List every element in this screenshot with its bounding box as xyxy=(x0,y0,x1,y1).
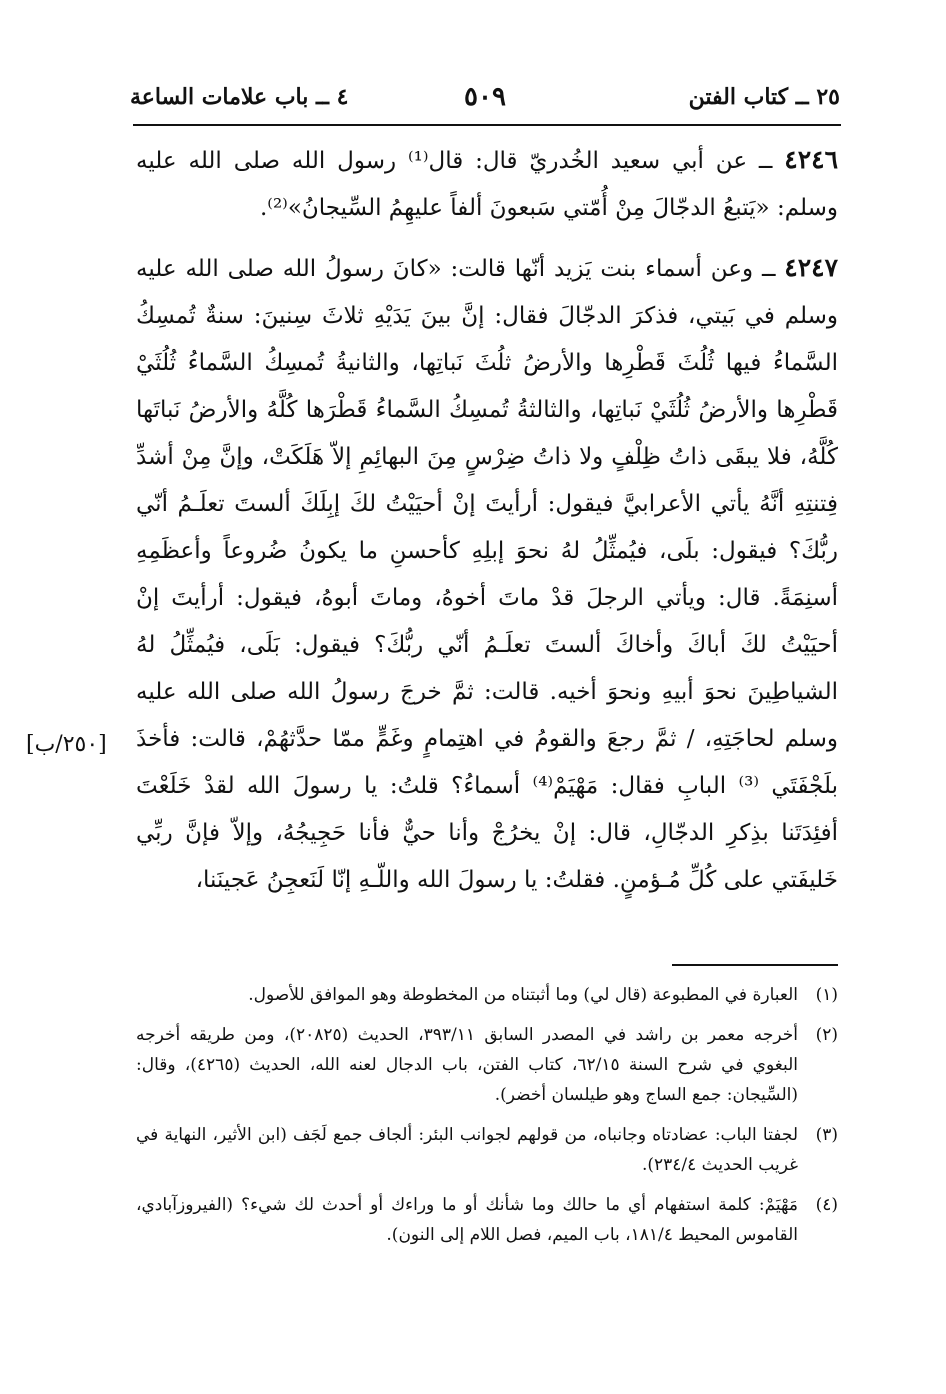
header-divider xyxy=(133,124,841,126)
footnote xyxy=(136,1020,838,1110)
footnotes xyxy=(136,980,838,1260)
footnote-text: أخرجه معمر بن راشد في المصدر السابق ٣٩٣/١١، الحديث (٢٠٨٢٥)، ومن طريقه أخرجه البغوي في شرح السنة ٦٢/١٥، كتاب الفتن، باب الدجال لعنه الله، الحديث (٤٢٦٥)، وقال: (السِّيجان: جمع الساج وهو طيلسان أخضر). xyxy=(136,1025,798,1105)
footnote-number: (١) xyxy=(815,985,838,1005)
hadith-number: ٤٢٤٦ xyxy=(784,145,838,174)
footnote-text: مَهْيَمْ: كلمة استفهام أي ما حالك وما شأنك أو ما وراءك أو أحدث لك شيء؟ (الفيروزآبادي، القاموس المحيط ١٨١/٤، باب الميم، فصل اللام إلى النون). xyxy=(136,1195,798,1245)
hadith-4246 xyxy=(136,136,838,232)
hadith-text: ــ عن أبي سعيد الخُدريّ قال: قال⁽¹⁾ رسول الله صلى الله عليه وسلم: «يَتبعُ الدجّالَ مِنْ أُمّتي سَبعونَ ألفاً عليهِمُ السِّيجانُ»⁽²⁾. xyxy=(136,148,838,221)
page-number: ٥٠٩ xyxy=(464,82,506,112)
footnote-text: العبارة في المطبوعة (قال لي) وما أثبتناه من المخطوطة وهو الموافق للأصول. xyxy=(248,985,798,1005)
hadith-4247 xyxy=(136,244,838,904)
footnote xyxy=(136,1190,838,1250)
running-header xyxy=(130,78,840,118)
section-title: ٤ ــ باب علامات الساعة xyxy=(130,84,349,110)
manuscript-folio-marker: [٢٥٠/ب] xyxy=(26,732,107,757)
chapter-title: ٢٥ ــ كتاب الفتن xyxy=(688,84,840,110)
hadith-text: ــ وعن أسماء بنت يَزيد أنّها قالت: «كانَ رسولُ الله صلى الله عليه وسلم في بَيتي، فذكرَ الدجّالَ فقال: إنَّ بينَ يَدَيْهِ ثلاثَ سِنينَ: سنةٌ تُمسِكُ السَّماءُ فيها ثُلُثَ قَطْرِها والأرضُ ثلُثَ نَباتِها، والثانيةُ تُمسِكُ السَّماءُ ثُلُثَيْ قَطْرِها والأرضُ ثُلُثَيْ نَباتِها، والثالثةُ تُمسِكُ السَّماءُ قَطْرَها كُلَّهُ والأرضُ نَباتَها كُلَّهُ، فلا يبقَى ذاتُ ظِلْفٍ ولا ذاتُ ضِرْسٍ مِنَ البهائِمِ إلاّ هَلَكَتْ، وإنَّ مِنْ أشدِّ فِتنتِهِ أنَّهُ يأتي الأعرابيَّ فيقول: أرأيتَ إنْ أحيَيْتُ لكَ إبِلَكَ ألستَ تعلَـمُ أنّي ربُّكَ؟ فيقول: بلَى، فيُمثِّلُ لهُ نحوَ إبلِهِ كأحسنِ ما يكونُ ضُروعاً وأعظَمِهِ أسنِمَةً. قال: ويأتي الرجلَ قدْ ماتَ أخوهُ، وماتَ أبوهُ، فيقول: أرأيتَ إنْ أحيَيْتُ لكَ أباكَ وأخاكَ ألستَ تعلَـمُ أنّي ربُّكَ؟ فيقول: بَلَى، فيُمثِّلُ لهُ الشياطِينَ نحوَ أبيهِ ونحوَ أخيه. قالت: ثمَّ خرجَ رسولُ الله صلى الله عليه وسلم لحاجَتِهِ، / ثمَّ رجعَ والقومُ في اهتِمامٍ وغَمٍّ ممّا حدَّثهُمْ، قالت: فأخذَ بلَجْفَتَي ⁽³⁾ البابِ فقال: مَهْيَمْ⁽⁴⁾ أسماءُ؟ قلتُ: يا رسولَ الله لقدْ خَلَعْتَ أفئِدَتَنا بذِكرِ الدجّالِ، قال: إنْ يخرُجْ وأنا حيٌّ فأنا حَجِيجُهُ، وإلاّ فإنَّ ربِّي خَليفَتي على كُلِّ مُـؤمنٍ. فقلتُ: يا رسولَ الله واللّـهِ إنّا لَنَعجِنُ عَجينَنا، xyxy=(136,256,838,893)
footnote-number: (٤) xyxy=(815,1195,838,1215)
footnote-number: (٢) xyxy=(815,1025,838,1045)
main-text xyxy=(136,136,838,904)
footnote xyxy=(136,980,838,1010)
footnote-number: (٣) xyxy=(815,1125,838,1145)
footnote-text: لجفتا الباب: عضادتاه وجانباه، من قولهم لجوانب البئر: ألجاف جمع لَجَف (ابن الأثير، النهاية في غريب الحديث ٢٣٤/٤). xyxy=(136,1125,798,1175)
hadith-number: ٤٢٤٧ xyxy=(784,253,838,282)
footnote xyxy=(136,1120,838,1180)
footnote-divider xyxy=(672,964,838,966)
